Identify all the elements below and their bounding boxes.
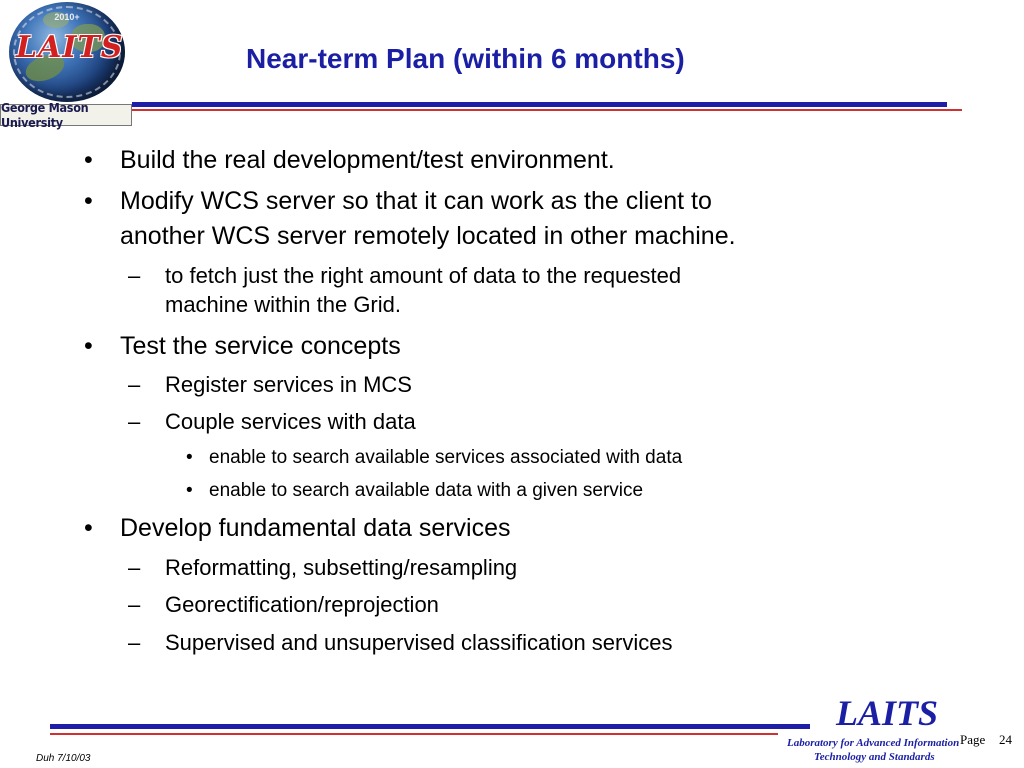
bullet-text: Test the service concepts [120, 332, 401, 360]
sub-bullet-marker: – [128, 592, 141, 617]
logo-brand-text: LAITS [16, 30, 124, 65]
sub-bullet-text: Georectification/reprojection [165, 592, 439, 617]
sub-bullet-text: to fetch just the right amount of data to the requested [165, 263, 682, 288]
page-number: 24 [999, 732, 1012, 747]
bullet-marker: • [84, 187, 93, 215]
bullet-text: Build the real development/test environment. [120, 146, 615, 174]
footer-rule-red [50, 733, 778, 735]
title-rule-blue [132, 102, 947, 107]
sub-sub-bullet-marker: • [186, 480, 193, 501]
footer-brand-subtitle: Laboratory for Advanced Information [787, 737, 960, 749]
sub-bullet-marker: – [128, 630, 141, 655]
sub-sub-bullet-text: enable to search available services associated with data [209, 447, 683, 468]
sub-bullet-text: Couple services with data [165, 409, 416, 434]
logo-ring-text: 2010+ [54, 12, 80, 22]
sub-bullet-marker: – [128, 372, 141, 397]
university-label: George Mason University [0, 104, 132, 126]
bullet-text: Develop fundamental data services [120, 514, 511, 542]
footer-rule-blue [50, 724, 810, 729]
bullet-marker: • [84, 146, 93, 174]
title-rule-red [132, 109, 962, 111]
sub-bullet-text: Supervised and unsupervised classification services [165, 630, 673, 655]
laits-logo [0, 0, 132, 128]
footer-brand-subtitle: Technology and Standards [814, 751, 935, 763]
sub-bullet-text: Register services in MCS [165, 372, 412, 397]
sub-bullet-text: Reformatting, subsetting/resampling [165, 555, 518, 580]
sub-sub-bullet-text: enable to search available data with a given service [209, 480, 644, 501]
footer-brand: LAITS [836, 693, 939, 733]
bullet-text: another WCS server remotely located in other machine. [120, 222, 736, 250]
bullet-marker: • [84, 332, 93, 360]
sub-bullet-text: machine within the Grid. [165, 292, 401, 317]
sub-sub-bullet-marker: • [186, 447, 193, 468]
bullet-marker: • [84, 514, 93, 542]
footer-author-date: Duh 7/10/03 [36, 753, 91, 764]
sub-bullet-marker: – [128, 409, 141, 434]
slide-title: Near-term Plan (within 6 months) [246, 43, 685, 74]
page-label: Page [960, 732, 986, 747]
sub-bullet-marker: – [128, 263, 141, 288]
sub-bullet-marker: – [128, 555, 141, 580]
bullet-text: Modify WCS server so that it can work as the client to [120, 187, 712, 215]
